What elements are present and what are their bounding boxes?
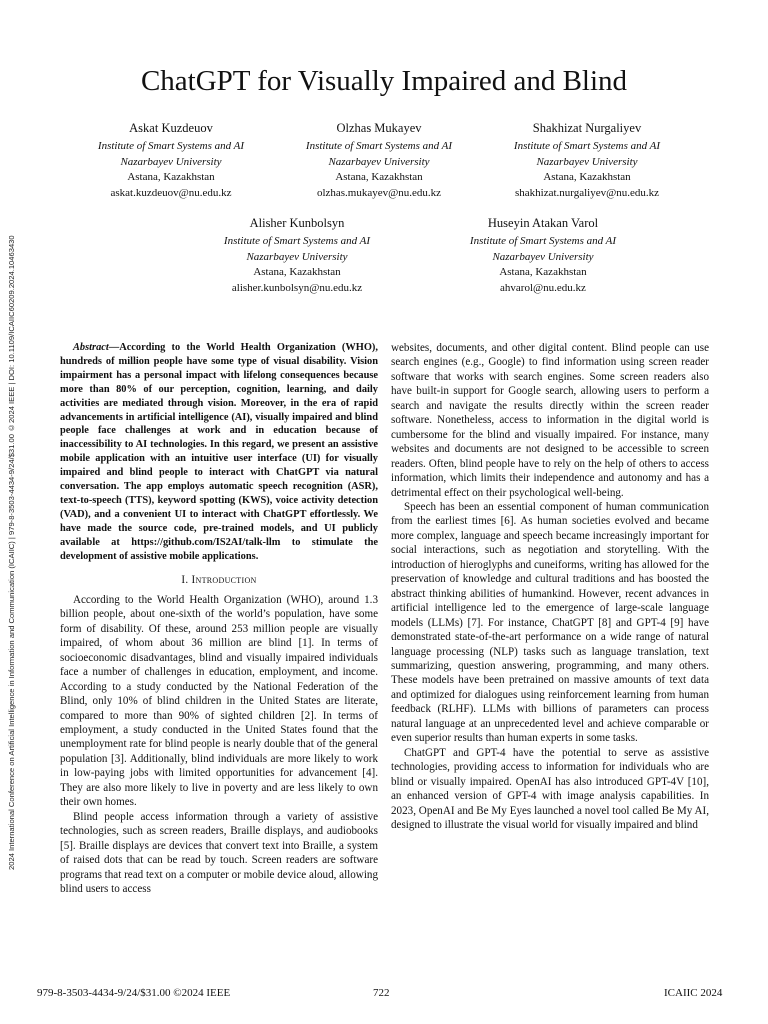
section-heading-introduction: I. Introduction xyxy=(181,573,257,586)
page-number: 722 xyxy=(373,987,390,999)
body-paragraph: ChatGPT and GPT-4 have the potential to serve as assistive technologies, providing access to information for individuals who are blind or visually impaired. OpenAI has also introduced GPT-4V [10], an enhanced version of GPT-4 with image analysis capabilities. In 2023, OpenAI and Be My Eyes launched a novel tool called Be My AI, designed to illustrate the visual world for visually impaired and blind xyxy=(391,746,709,831)
author-email: alisher.kunbolsyn@nu.edu.kz xyxy=(231,281,363,294)
footer-isbn: 979-8-3503-4434-9/24/$31.00 ©2024 IEEE xyxy=(37,987,231,999)
author-affiliation: Institute of Smart Systems and AI xyxy=(305,140,453,152)
abstract xyxy=(60,341,378,564)
author-block xyxy=(432,215,654,296)
paper-title: ChatGPT for Visually Impaired and Blind xyxy=(140,65,628,97)
body-paragraph: According to the World Health Organization (WHO), around 1.3 billion people, about one-sixth of the world’s population, have some form of disability. Of these, around 253 million people are visually impaired, of whom about 36 million are blind [1]. In terms of socioeconomic disadvantages, blind and visually impaired individuals face a number of challenges in education, employment, and income. According to a study conducted by the National Federation of the Blind, only 10% of blind children in the United States are literate, compared to more than 90% of sighted children [2]. In terms of employment, a study conducted in the United States found that the unemployment rate for blind people is nearly double that of the general population [3]. Additionally, blind individuals are more likely to work in low-paying jobs with limited opportunities for advancement [4]. They are also more likely to live in poverty and are less likely to own their own homes. xyxy=(60,593,378,809)
author-email: olzhas.mukayev@nu.edu.kz xyxy=(316,186,442,199)
author-affiliation: Institute of Smart Systems and AI xyxy=(469,235,617,247)
abstract-label: Abstract xyxy=(73,342,109,353)
author-location: Astana, Kazakhstan xyxy=(543,171,631,183)
author-email: ahvarol@nu.edu.kz xyxy=(500,281,586,294)
author-university: Nazarbayev University xyxy=(246,250,348,263)
abstract-text: —According to the World Health Organization (WHO), hundreds of million people have some type of visual disability. Vision impairment has a personal impact with lifelong consequences because more than 80% of our perception, cognition, learning, and daily activities are mediated through vision. Moreover, in the era of rapid advancements in artificial intelligence (AI), visually impaired and blind people face challenges at work and in education because of inaccessibility to AI technologies. In this regard, we present an assistive mobile application with an intuitive user interface (UI) for visually impaired and blind people to interact with ChatGPT via natural conversation. The app employs automatic speech recognition (ASR), text-to-speech (TTS), keyword spotting (KWS), voice activity detection (VAD), and a convenient UI to interact with ChatGPT effortlessly. We have made the source code, pre-trained models, and UI publicly available at https://github.com/IS2AI/talk-llm to stimulate the development of assistive mobile applications. xyxy=(60,342,378,562)
body-paragraph: Speech has been an essential component of human communication from the earliest times [6]. As human societies evolved and became more complex, language and speech became increasingly important for social interactions, such as negotiation and storytelling. With the introduction of hieroglyphs and cuneiforms, writing has allowed for the preservation of knowledge and cultural traditions and has boosted the abstract thinking abilities of humankind. However, recent advances in artificial intelligence led to the emergence of large-scale language models (LLMs) [7]. For instance, ChatGPT [8] and GPT-4 [9] have demonstrated state-of-the-art performance on a wide range of natural language processing (NLP) tasks such as language translation, text summarizing, question answering, programming, and many others. These models have been pretrained on massive amounts of text data and optimized for dialogues using reinforcement learning from human feedback (RLHF). LLMs with billions of parameters can process natural language at an unprecedented level and achieve comparable or even superior results than human experts in some tasks. xyxy=(391,500,709,745)
right-column xyxy=(391,341,709,832)
author-location: Astana, Kazakhstan xyxy=(253,266,341,278)
author-location: Astana, Kazakhstan xyxy=(499,266,587,278)
author-university: Nazarbayev University xyxy=(536,155,638,168)
author-university: Nazarbayev University xyxy=(120,155,222,168)
left-column xyxy=(60,341,378,896)
author-location: Astana, Kazakhstan xyxy=(127,171,215,183)
author-affiliation: Institute of Smart Systems and AI xyxy=(513,140,661,152)
author-block xyxy=(60,120,282,201)
author-email: shakhizat.nurgaliyev@nu.edu.kz xyxy=(514,186,660,199)
author-block xyxy=(186,215,408,296)
author-name: Askat Kuzdeuov xyxy=(129,121,213,135)
author-name: Alisher Kunbolsyn xyxy=(249,216,345,230)
doi-sidebar: 2024 International Conference on Artificial Intelligence in Information and Communication (ICAIIC) | 979-8-3503-4434-9/24/$31.00 ©2024 IEEE | DOI: 10.1109/ICAIIC60209.2024.10463430 xyxy=(7,235,16,870)
author-university: Nazarbayev University xyxy=(492,250,594,263)
author-affiliation: Institute of Smart Systems and AI xyxy=(97,140,245,152)
author-name: Huseyin Atakan Varol xyxy=(487,216,599,230)
author-university: Nazarbayev University xyxy=(328,155,430,168)
author-email: askat.kuzdeuov@nu.edu.kz xyxy=(110,186,232,199)
author-name: Olzhas Mukayev xyxy=(336,121,422,135)
author-location: Astana, Kazakhstan xyxy=(335,171,423,183)
author-affiliation: Institute of Smart Systems and AI xyxy=(223,235,371,247)
body-paragraph: websites, documents, and other digital content. Blind people can use search engines (e.g., Google) to find information using screen reader software that works with search engines. Some screen readers also have built-in support for Google search, allowing users to perform a search and navigate the results directly within the screen reader software. Nonetheless, access to information in the digital world is cumbersome for the blind and visually impaired. For instance, many websites and documents are not designed to be accessible to screen readers. Often, blind people have to rely on the help of others to access information, which limits their independence and autonomy and has a detrimental effect on their psychological well-being. xyxy=(391,342,709,499)
body-paragraph: Blind people access information through a variety of assistive technologies, such as screen readers, Braille displays, and audiobooks [5]. Braille displays are devices that convert text into Braille, a system of raised dots that can be read by touch. Screen readers are software programs that read text on a computer or mobile device aloud, allowing blind users to access xyxy=(60,810,378,896)
author-block xyxy=(476,120,698,201)
footer-conference: ICAIIC 2024 xyxy=(664,987,723,999)
author-block xyxy=(272,120,486,201)
author-name: Shakhizat Nurgaliyev xyxy=(532,121,642,135)
